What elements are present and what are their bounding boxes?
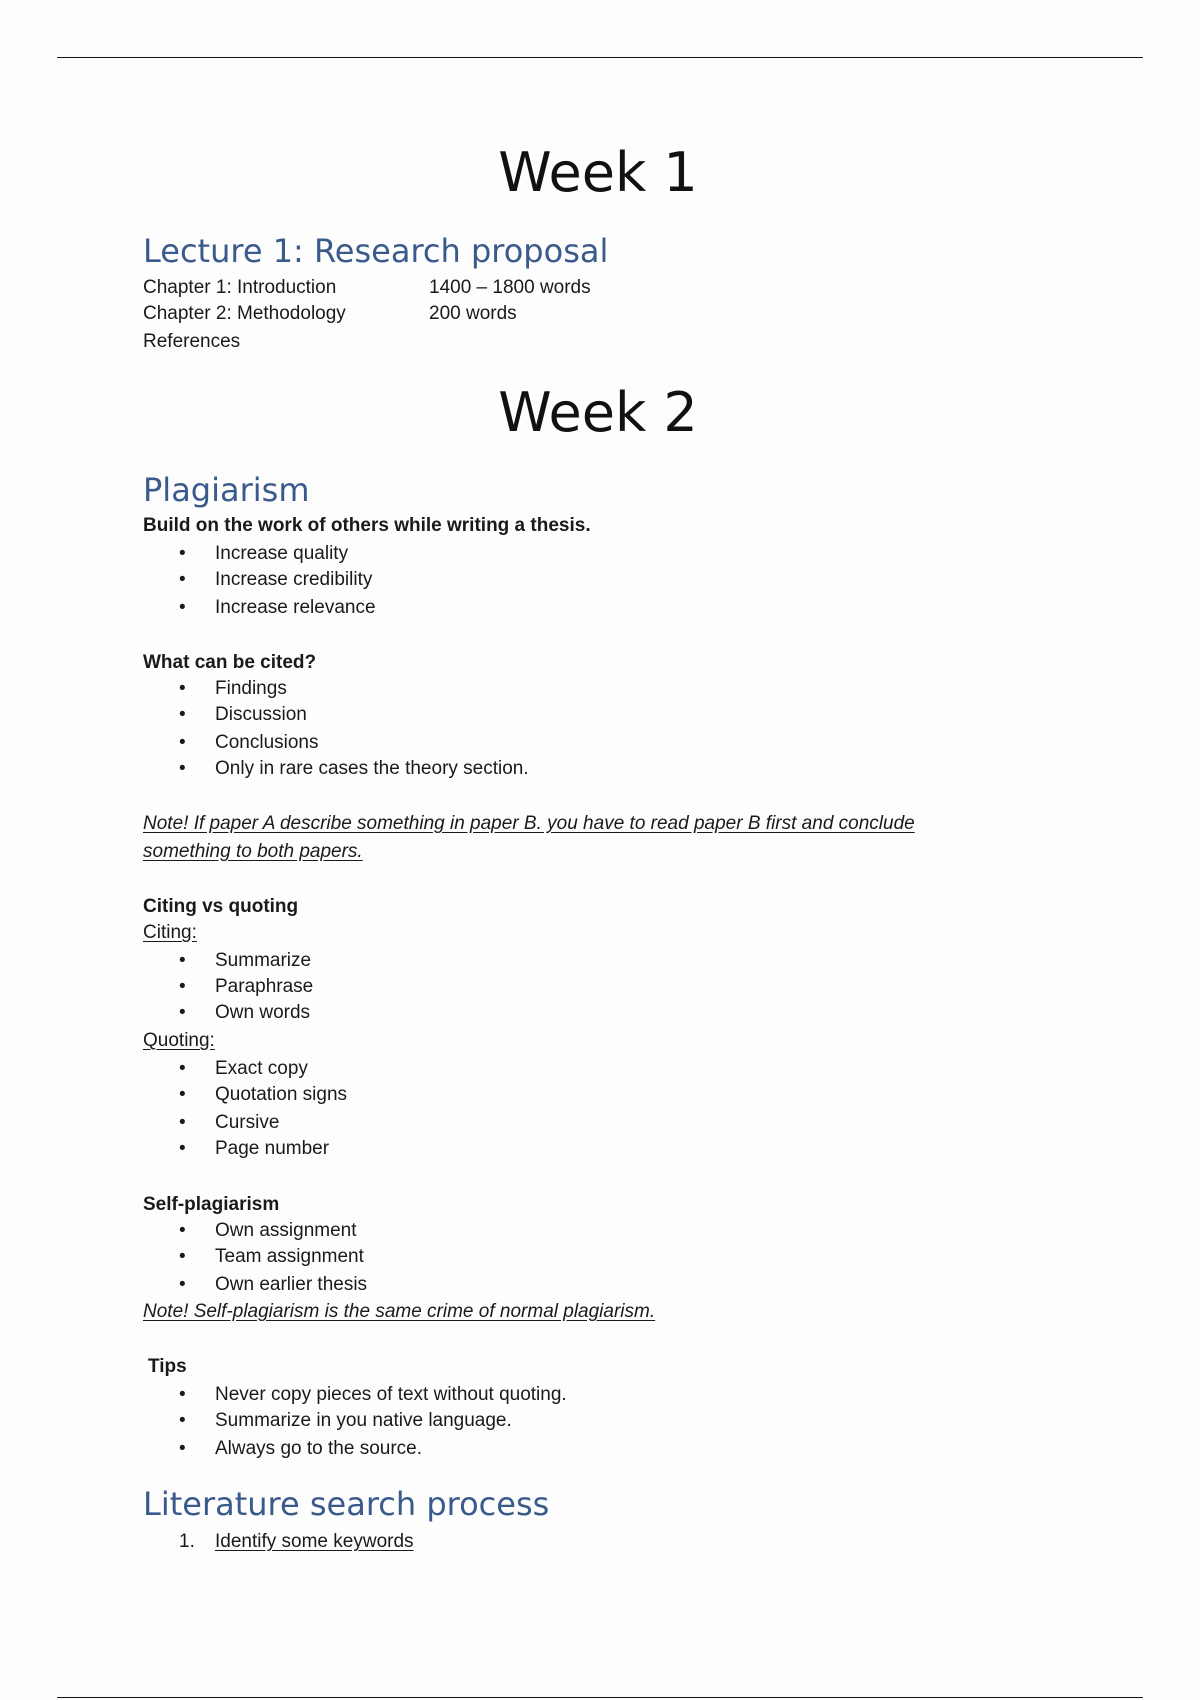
tips-heading: Tips <box>148 1356 187 1377</box>
row-label-references: References <box>143 331 241 352</box>
citing-vs-quoting-heading: Citing vs quoting <box>143 896 299 917</box>
week-2-title: Week 2 <box>498 381 698 444</box>
row-label-chapter-1: Chapter 1: Introduction <box>143 277 337 298</box>
plagiarism-heading: Plagiarism <box>143 471 310 509</box>
row-value-chapter-1: 1400 – 1800 words <box>429 277 591 298</box>
note-paper-line-1: Note! If paper A describe something in paper B. you have to read paper B first and conclude <box>143 813 915 834</box>
note-self-plagiarism: Note! Self-plagiarism is the same crime of normal plagiarism. <box>143 1301 656 1322</box>
plagiarism-intro: Build on the work of others while writing a thesis. <box>143 515 591 536</box>
week-1-title: Week 1 <box>498 141 698 204</box>
quoting-label: Quoting: <box>143 1030 215 1051</box>
literature-heading: Literature search process <box>143 1485 550 1523</box>
note-paper-line-2: something to both papers. <box>143 841 363 862</box>
cited-heading: What can be cited? <box>143 652 317 673</box>
page-bottom-rule <box>57 1697 1143 1698</box>
citing-label: Citing: <box>143 922 197 943</box>
row-label-chapter-2: Chapter 2: Methodology <box>143 303 346 324</box>
row-value-chapter-2: 200 words <box>429 303 517 324</box>
self-plagiarism-heading: Self-plagiarism <box>143 1194 280 1215</box>
page-top-rule <box>57 57 1143 58</box>
lecture-1-heading: Lecture 1: Research proposal <box>143 232 609 270</box>
